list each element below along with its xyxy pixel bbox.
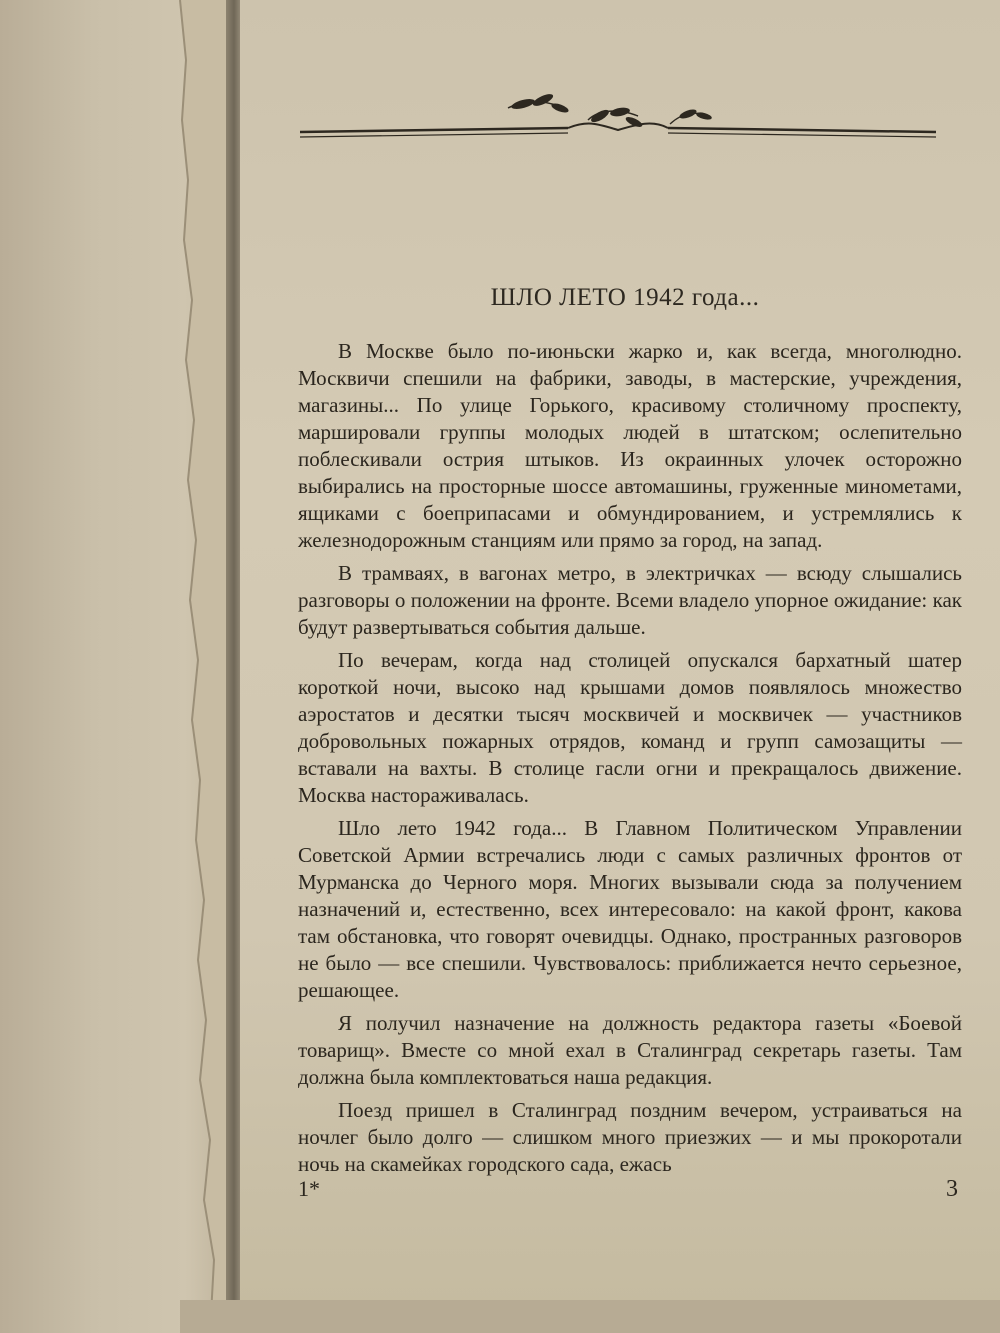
torn-paper-edge: [0, 0, 240, 1333]
chapter-heading: ШЛО ЛЕТО 1942 года...: [490, 284, 760, 311]
page-number: 3: [946, 1176, 958, 1202]
paragraph: В Москве было по-июньски жарко и, как всегда, многолюдно. Москвичи спешили на фабрики, заводы, в мастерские, учреждения, магазины... По улице Горького, красивому столичному проспекту, маршировали группы молодых людей в штатском; ослепительно поблескивали острия штыков. Из окраинных улочек осторожно выбирались на просторные шоссе автомашины, груженные минометами, ящиками с боеприпасами и обмундированием, и устремлялись к железнодорожным станциям или прямо за город, на запад.: [298, 339, 962, 552]
body-text: [298, 338, 962, 1178]
paragraph: Шло лето 1942 года... В Главном Политическом Управлении Советской Армии встречались люди с самых различных фронтов от Мурманска до Черного моря. Многих вызывали сюда за получением назначений и, естественно, всех интересовало: на какой фронт, какова там обстановка, что говорят очевидцы. Однако, пространных разговоров не было — все спешили. Чувствовалось: приближается нечто серьезное, решающее.: [298, 816, 962, 1002]
paragraph: Я получил назначение на должность редактора газеты «Боевой товарищ». Вместе со мной ехал в Сталинград секретарь газеты. Там должна была комплектоваться наша редакция.: [298, 1011, 962, 1089]
page-stack-bottom: [180, 1300, 1000, 1333]
signature-mark: 1*: [298, 1176, 320, 1201]
paragraph: В трамваях, в вагонах метро, в электричках — всюду слышались разговоры о положении на фронте. Всеми владело упорное ожидание: как будут развертываться события дальше.: [298, 561, 962, 639]
paragraph: По вечерам, когда над столицей опускался бархатный шатер короткой ночи, высоко над крышами домов появлялось множество аэростатов и десятки тысяч москвичей и москвичек — участников добровольных пожарных отрядов, команд и групп самозащиты — вставали на вахты. В столице гасли огни и прекращалось движение. Москва настораживалась.: [298, 648, 962, 807]
leaf-ornament-divider: [298, 90, 938, 150]
paragraph: Поезд пришел в Сталинград поздним вечером, устраиваться на ночлег было долго — слишком много приезжих — и мы прокоротали ночь на скамейках городского сада, ежась: [298, 1098, 962, 1176]
